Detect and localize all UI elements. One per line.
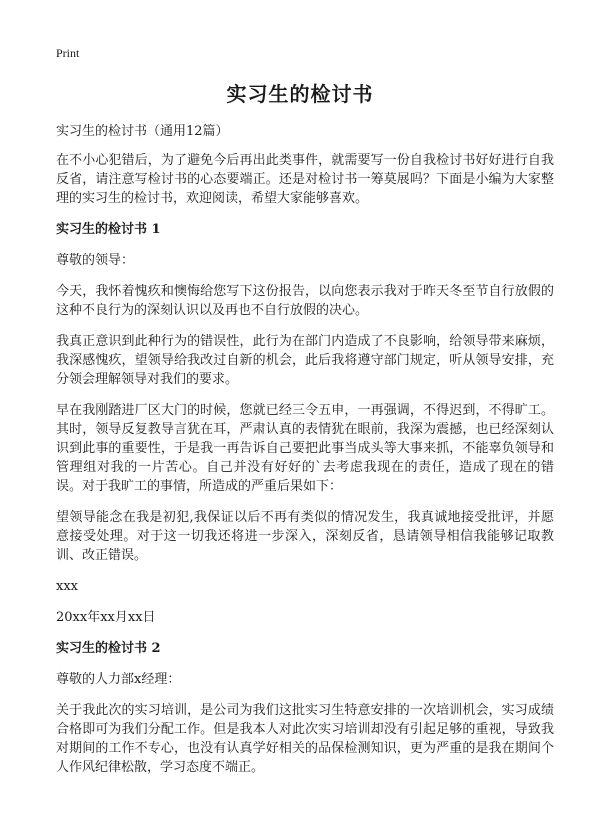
section-2-heading: 实习生的检讨书 2 — [56, 641, 161, 656]
section-1-heading: 实习生的检讨书 1 — [56, 222, 161, 237]
section-1-paragraph: 望领导能念在我是初犯,我保证以后不再有类似的情况发生，我真诚地接受批评，并愿意接受处理。对于这一切我还将进一步深入，深刻反省，恳请领导相信我能够记取教训、改正错误。 — [56, 510, 554, 563]
section-2-paragraph: 关于我此次的实习培训，是公司为我们这批实习生特意安排的一次培训机会，实习成绩合格即可为我们分配工作。但是我本人对此次实习培训却没有引起足够的重视，导致我对期间的工作不专心，也没有认真学好相关的品保检测知识，更为严重的是我在期间个人作风纪律松散，学习态度不端正。 — [56, 703, 554, 775]
section-1-greeting: 尊敬的领导： — [56, 253, 135, 268]
page-title: 实习生的检讨书 — [226, 82, 374, 106]
section-1-paragraph: 早在我刚踏进厂区大门的时候，您就已经三令五申，一再强调，不得迟到，不得旷工。其时，领导反复教导言犹在耳，严肃认真的表情犹在眼前，我深为震撼，也已经深刻认识到此事的重要性，于是我一再告诉自己要把此事当成头等大事来抓，不能辜负领导和管理组对我的一片苦心。自己并没有好好的`去考虑我现在的责任，造成了现在的错误。对于我旷工的事情，所造成的严重后果如下： — [56, 403, 554, 494]
section-1-paragraph: 我真正意识到此种行为的错误性，此行为在部门内造成了不良影响，给领导带来麻烦，我深感愧疚，望领导给我改过自新的机会，此后我将遵守部门规定，听从领导安排，充分领会理解领导对我们的要求。 — [56, 334, 554, 387]
document-body — [56, 122, 554, 789]
section-1-paragraph: 今天，我怀着愧疚和懊悔给您写下这份报告，以向您表示我对于昨天冬至节自行放假的这种不良行为的深刻认识以及再也不自行放假的决心。 — [56, 284, 554, 318]
print-link[interactable]: Print — [56, 46, 80, 60]
intro-paragraph: 在不小心犯错后，为了避免今后再出此类事件，就需要写一份自我检讨书好好进行自我反省，请注意写检讨书的心态要端正。还是对检讨书一筹莫展吗？下面是小编为大家整理的实习生的检讨书，欢迎阅读，希望大家能够喜欢。 — [56, 153, 554, 206]
document-subtitle: 实习生的检讨书（通用12篇） — [56, 124, 229, 139]
section-1-signature: xxx — [56, 579, 78, 594]
section-1-date: 20xx年xx月xx日 — [56, 610, 156, 625]
section-2-greeting: 尊敬的人力部x经理： — [56, 672, 181, 687]
